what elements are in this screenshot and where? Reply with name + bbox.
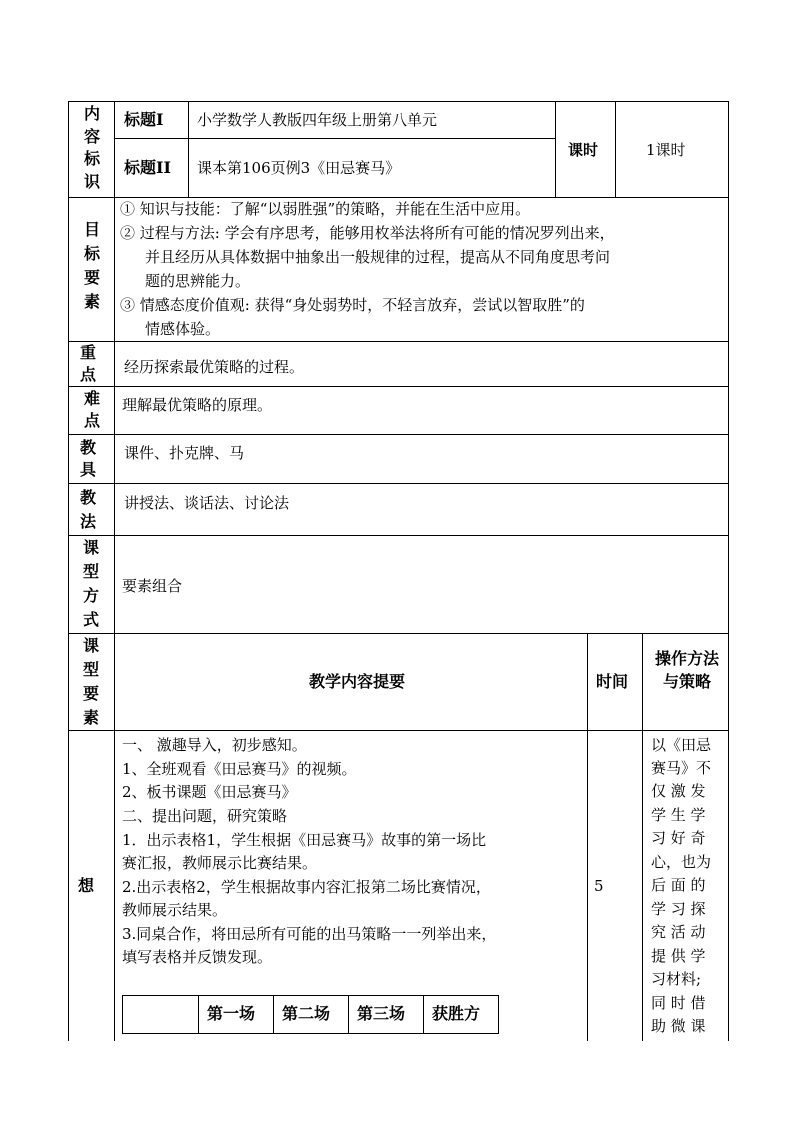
- period-value: 1课时: [646, 141, 686, 159]
- course-form-value: 要素组合: [122, 577, 183, 595]
- strategy-line: 赛马》不: [651, 759, 712, 777]
- section-label: 想: [78, 876, 95, 895]
- inner-table-top: [122, 995, 499, 996]
- inner-table-header: 第三场: [357, 1004, 406, 1023]
- inner-table-bottom: [122, 1033, 499, 1034]
- row-divider: [68, 434, 729, 435]
- strategy-line: 习材料;: [651, 970, 702, 988]
- period-label-right: [615, 101, 616, 197]
- content-line: 一、 激趣导入，初步感知。: [122, 736, 307, 754]
- inner-table-header: 第二场: [282, 1004, 331, 1023]
- course-elements-label: 课型要素: [82, 636, 99, 727]
- content-line: 3.同桌合作，将田忌所有可能的出马策略一一列举出来，: [122, 925, 497, 943]
- content-line: 1．出示表格1，学生根据《田忌赛马》故事的第一场比: [122, 831, 487, 849]
- goals-label: 目标要素: [83, 220, 100, 311]
- period-label: 课时: [568, 141, 599, 159]
- goal-line: 并且经历从具体数据中抽象出一般规律的过程，提高从不同角度思考问: [145, 248, 611, 266]
- key-point-value: 经历探索最优策略的过程。: [124, 358, 305, 376]
- strategy-line: 习 好 奇: [651, 829, 706, 847]
- goal-line: 题的思辨能力。: [145, 272, 251, 290]
- goal-line: ② 过程与方法: 学会有序思考，能够用枚举法将所有可能的情况罗列出来，: [120, 224, 615, 242]
- row-divider: [68, 341, 729, 342]
- content-line: 赛汇报，教师展示比赛结果。: [122, 854, 318, 872]
- strategy-line: 究 活 动: [651, 923, 706, 941]
- difficulty-value: 理解最优策略的原理。: [122, 396, 273, 414]
- time-value: 5: [594, 877, 604, 895]
- goal-line: ① 知识与技能：了解“以弱胜强”的策略，并能在生活中应用。: [120, 200, 531, 218]
- content-header: 教学内容提要: [309, 672, 406, 691]
- strategy-line: 心，也为: [651, 853, 712, 871]
- period-label-left: [555, 101, 556, 197]
- methods-label: 教法: [79, 488, 96, 531]
- key-point-label: 重点: [79, 343, 96, 384]
- goal-line: 情感体验。: [145, 320, 221, 338]
- time-column-right: [642, 633, 643, 1041]
- tools-value: 课件、扑克牌、马: [124, 444, 245, 462]
- strategy-line: 以《田忌: [651, 736, 712, 754]
- tools-label: 教具: [79, 438, 96, 479]
- strategy-line: 学 习 探: [651, 900, 706, 918]
- content-line: 二、提出问题，研究策略: [122, 807, 288, 825]
- content-line: 1、全班观看《田忌赛马》的视频。: [122, 760, 357, 778]
- inner-table-header: 获胜方: [432, 1004, 481, 1023]
- strategy-line: 仅 激 发: [651, 782, 706, 800]
- course-form-label: 课型方式: [82, 538, 99, 629]
- strategy-header: 操作方法与策略: [655, 649, 720, 691]
- title2-label: 标题II: [124, 158, 171, 177]
- strategy-line: 提 供 学: [651, 947, 706, 965]
- title-label-divider: [188, 101, 189, 197]
- inner-table-col: [423, 995, 424, 1034]
- row-divider: [68, 730, 729, 731]
- content-line: 填写表格并反馈发现。: [122, 948, 273, 966]
- strategy-line: 同 时 借: [651, 994, 706, 1012]
- title1-value: 小学数学人教版四年级上册第八单元: [197, 111, 438, 129]
- border-left: [68, 101, 69, 1041]
- difficulty-label: 难点: [83, 389, 100, 430]
- row-divider: [68, 633, 729, 634]
- time-column-left: [587, 633, 588, 1041]
- goal-line: ③ 情感态度价值观: 获得“身处弱势时，不轻言放弃，尝试以智取胜”的: [120, 296, 585, 314]
- row-divider: [68, 535, 729, 536]
- title2-value: 课本第106页例3《田忌赛马》: [197, 159, 401, 177]
- title1-label: 标题Ⅰ: [124, 110, 164, 129]
- strategy-line: 助 微 课: [651, 1017, 706, 1035]
- content-line: 2.出示表格2，学生根据故事内容汇报第二场比赛情况，: [122, 878, 491, 896]
- border-right: [728, 101, 729, 1041]
- inner-table-col: [198, 995, 199, 1034]
- row-divider: [68, 386, 729, 387]
- time-header: 时间: [596, 672, 629, 691]
- inner-table-header: 第一场: [207, 1004, 256, 1023]
- strategy-line: 学 生 学: [651, 806, 706, 824]
- row-divider: [68, 483, 729, 484]
- inner-table-col: [273, 995, 274, 1034]
- inner-table-col: [122, 995, 123, 1034]
- border-top: [68, 101, 729, 102]
- strategy-line: 后 面 的: [651, 876, 706, 894]
- label-column-divider: [114, 101, 115, 1041]
- content-line: 教师展示结果。: [122, 901, 228, 919]
- inner-table-col: [498, 995, 499, 1034]
- methods-value: 讲授法、谈话法、讨论法: [124, 494, 290, 512]
- content-identifier-label: 内容标识: [83, 104, 100, 191]
- title-row-divider: [114, 138, 555, 139]
- inner-table-col: [348, 995, 349, 1034]
- content-line: 2、板书课题《田忌赛马》: [122, 783, 297, 801]
